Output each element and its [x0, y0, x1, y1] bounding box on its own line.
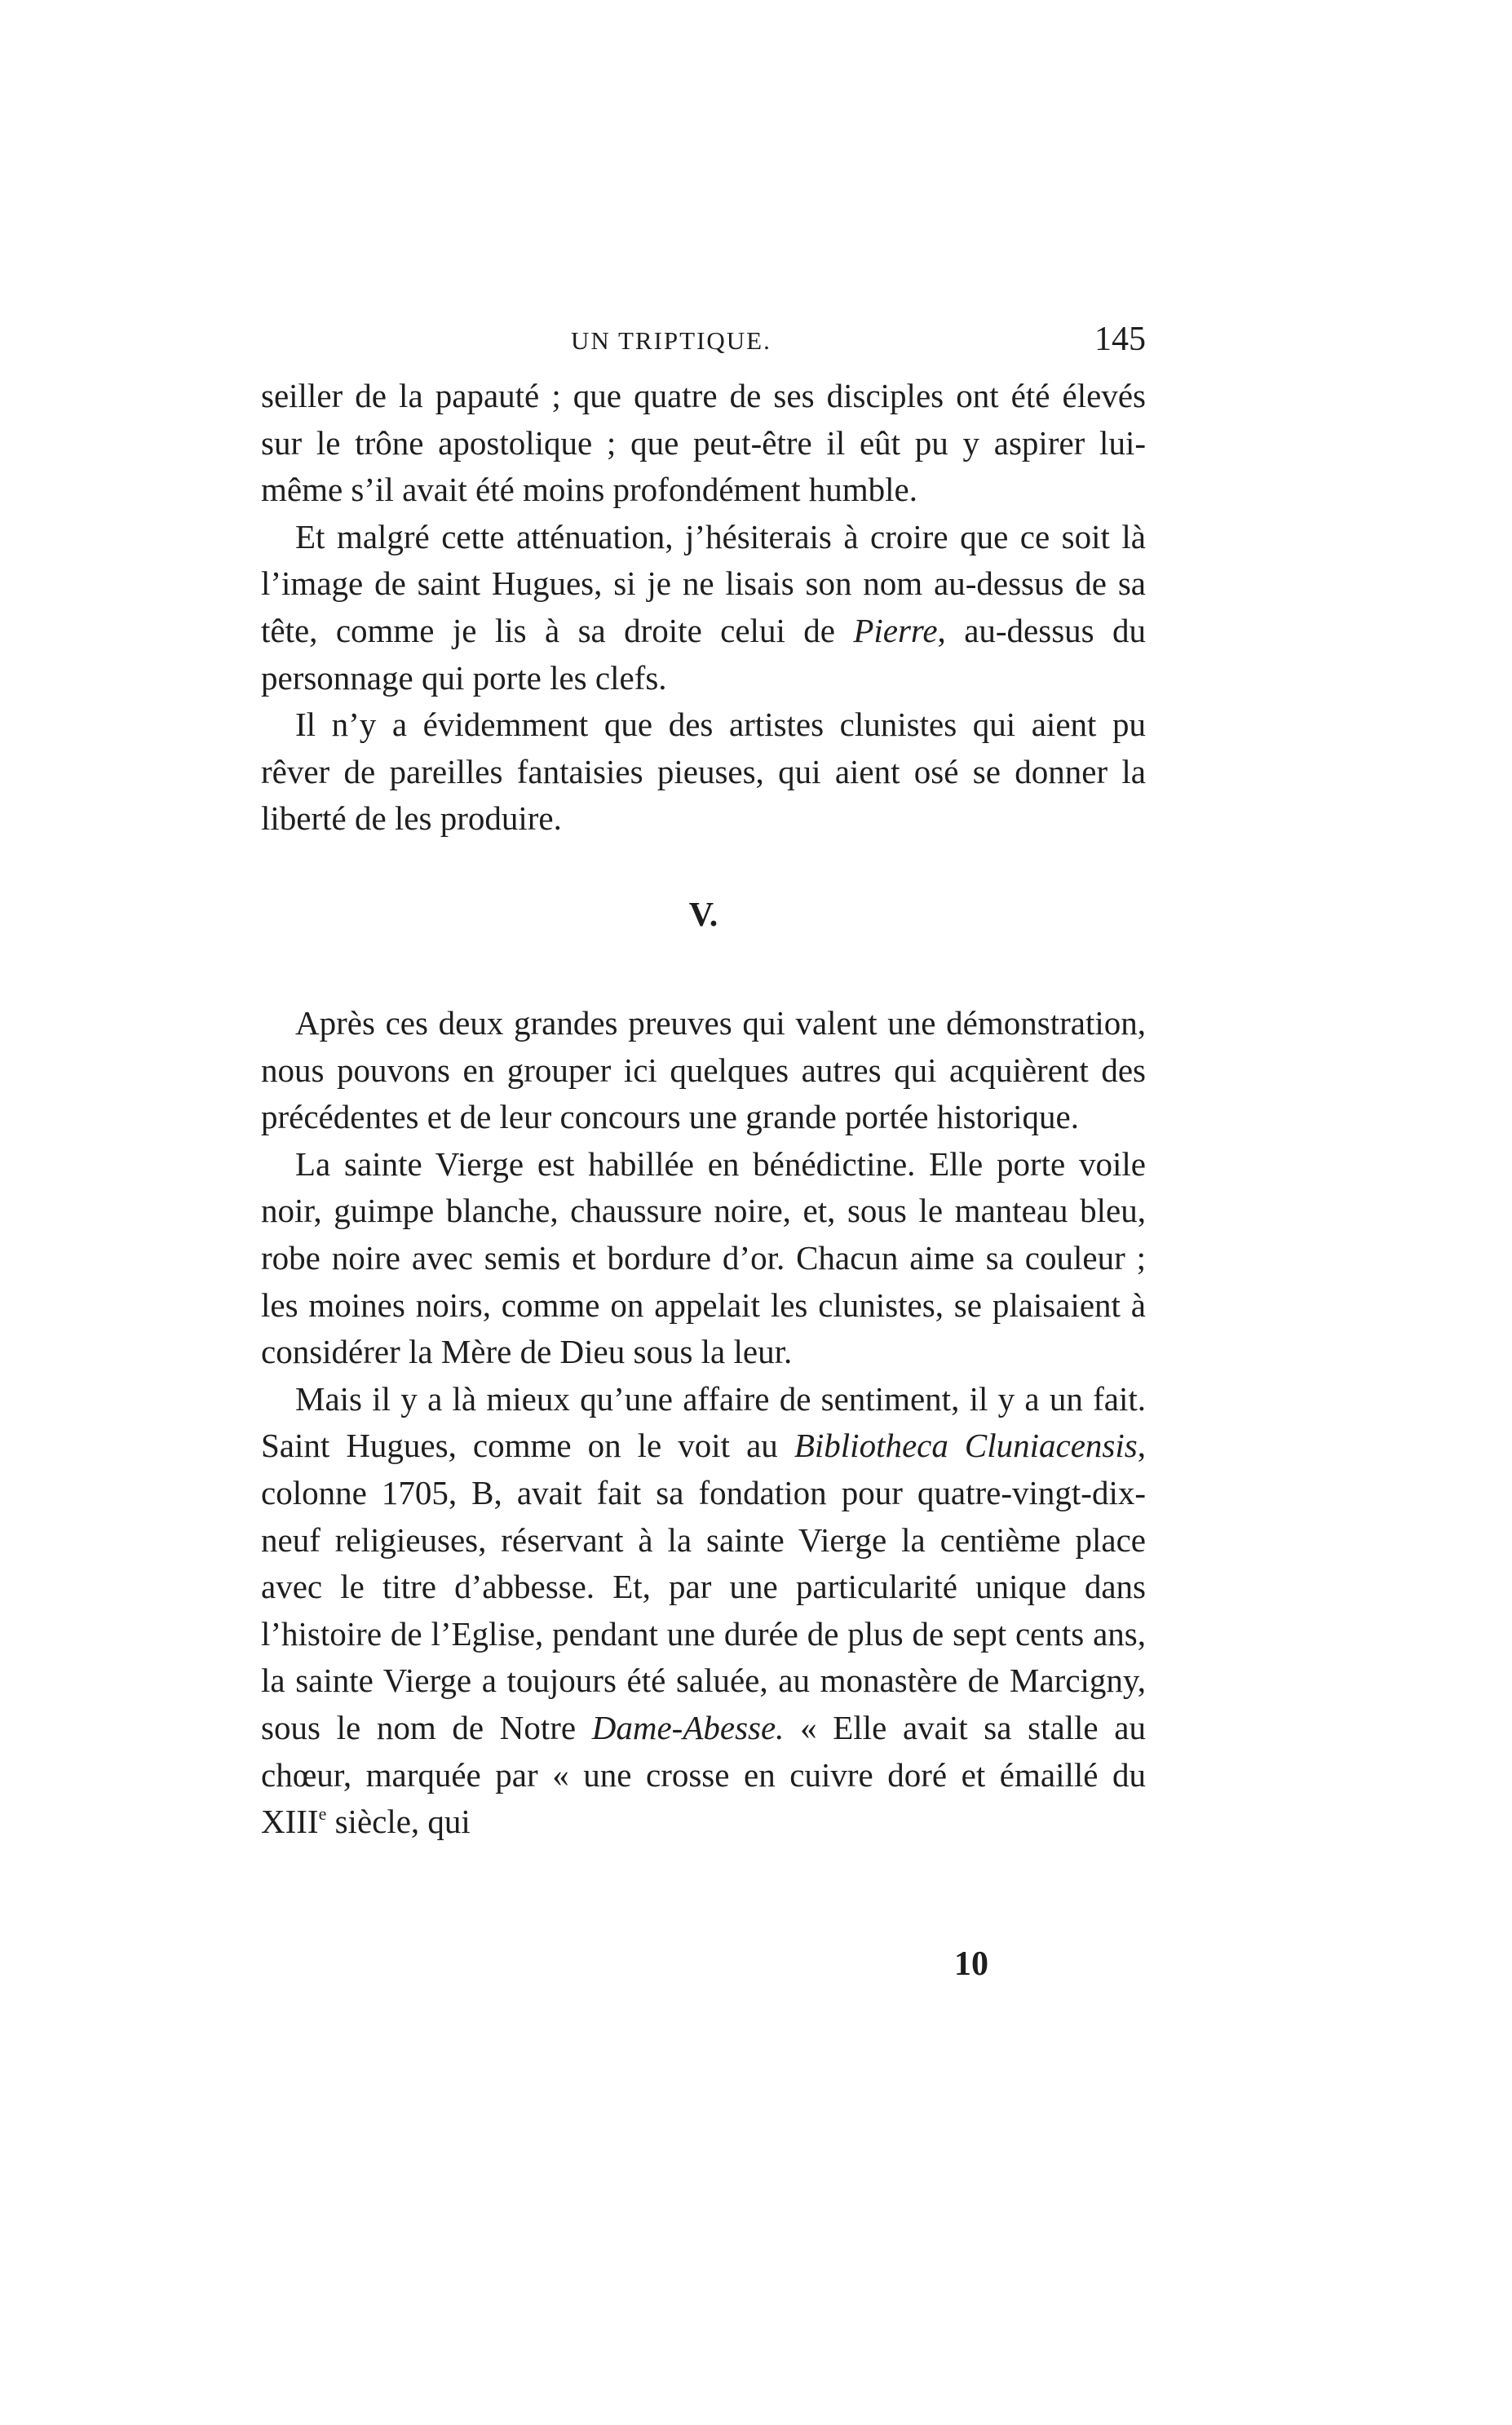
paragraph-text: , au-dessus du personnage qui porte les clefs.: [261, 611, 1146, 697]
signature-mark: 10: [954, 1945, 988, 1983]
page-header: [261, 320, 1146, 361]
paragraph-vierge-benedictine: La sainte Vierge est habillée en bénédictine. Elle porte voile noir, guimpe blanche, chaussure noire, et, sous le manteau bleu, robe noire avec semis et bordure d’or. Chacun aime sa couleur ; les moines noirs, comme on appelait les clunistes, se plaisaient à considérer la Mère de Dieu sous la leur.: [261, 1144, 1146, 1371]
source-title: Bibliotheca Cluniacensis: [794, 1427, 1138, 1465]
title-dame-abesse: Dame-Abesse.: [591, 1708, 785, 1746]
paragraph-text: « Elle avait sa stalle au chœur, marquée par « une crosse en cuivre doré et émaillé du XIII: [261, 1708, 1146, 1841]
paragraph-text: , colonne 1705, B, avait fait sa fondation pour quatre-vingt-dix-neuf religieuses, réservant à la sainte Vierge la centième place avec le titre d’abbesse. Et, par une particularité unique dans l’histoire de l’Eglise, pendant une durée de plus de sept cents ans, la sainte Vierge a toujours été saluée, au monastère de Marcigny, sous le nom de Notre: [261, 1427, 1146, 1746]
paragraph-text: siècle, qui: [326, 1803, 471, 1841]
paragraph-text: Mais il y a là mieux qu’une affaire de sentiment, il y a un fait. Saint Hugues, comme on le voit au: [261, 1379, 1146, 1465]
paragraph-preuves: Après ces deux grandes preuves qui valent une démonstration, nous pouvons en grouper ici quelques autres qui acquièrent des précédentes et de leur concours une grande portée historique.: [261, 1004, 1146, 1136]
paragraph-saint-hugues-image: [261, 514, 1146, 701]
text-block-bottom: [261, 1000, 1146, 1846]
text-block-top: [261, 373, 1146, 843]
superscript: e: [318, 1803, 327, 1825]
name-pierre: Pierre: [853, 611, 938, 649]
paragraph-text: Et malgré cette atténuation, j’hésiterais à croire que ce soit là l’image de saint Hugues, si je ne lisais son nom au-dessus de sa tête, comme je lis à sa droite celui de: [261, 517, 1146, 649]
paragraph-fait: [261, 1376, 1146, 1846]
running-title: UN TRIPTIQUE.: [571, 326, 771, 355]
page-number: 145: [1094, 321, 1146, 358]
paragraph-clunistes: Il n’y a évidemment que des artistes clunistes qui aient pu rêver de pareilles fantaisies pieuses, qui aient osé se donner la liberté de les produire.: [261, 706, 1146, 838]
section-heading: V.: [688, 896, 718, 934]
paragraph-continuation: seiller de la papauté ; que quatre de ses disciples ont été élevés sur le trône apostolique ; que peut-être il eût pu y aspirer lui-même s’il avait été moins profondément humble.: [261, 377, 1146, 509]
